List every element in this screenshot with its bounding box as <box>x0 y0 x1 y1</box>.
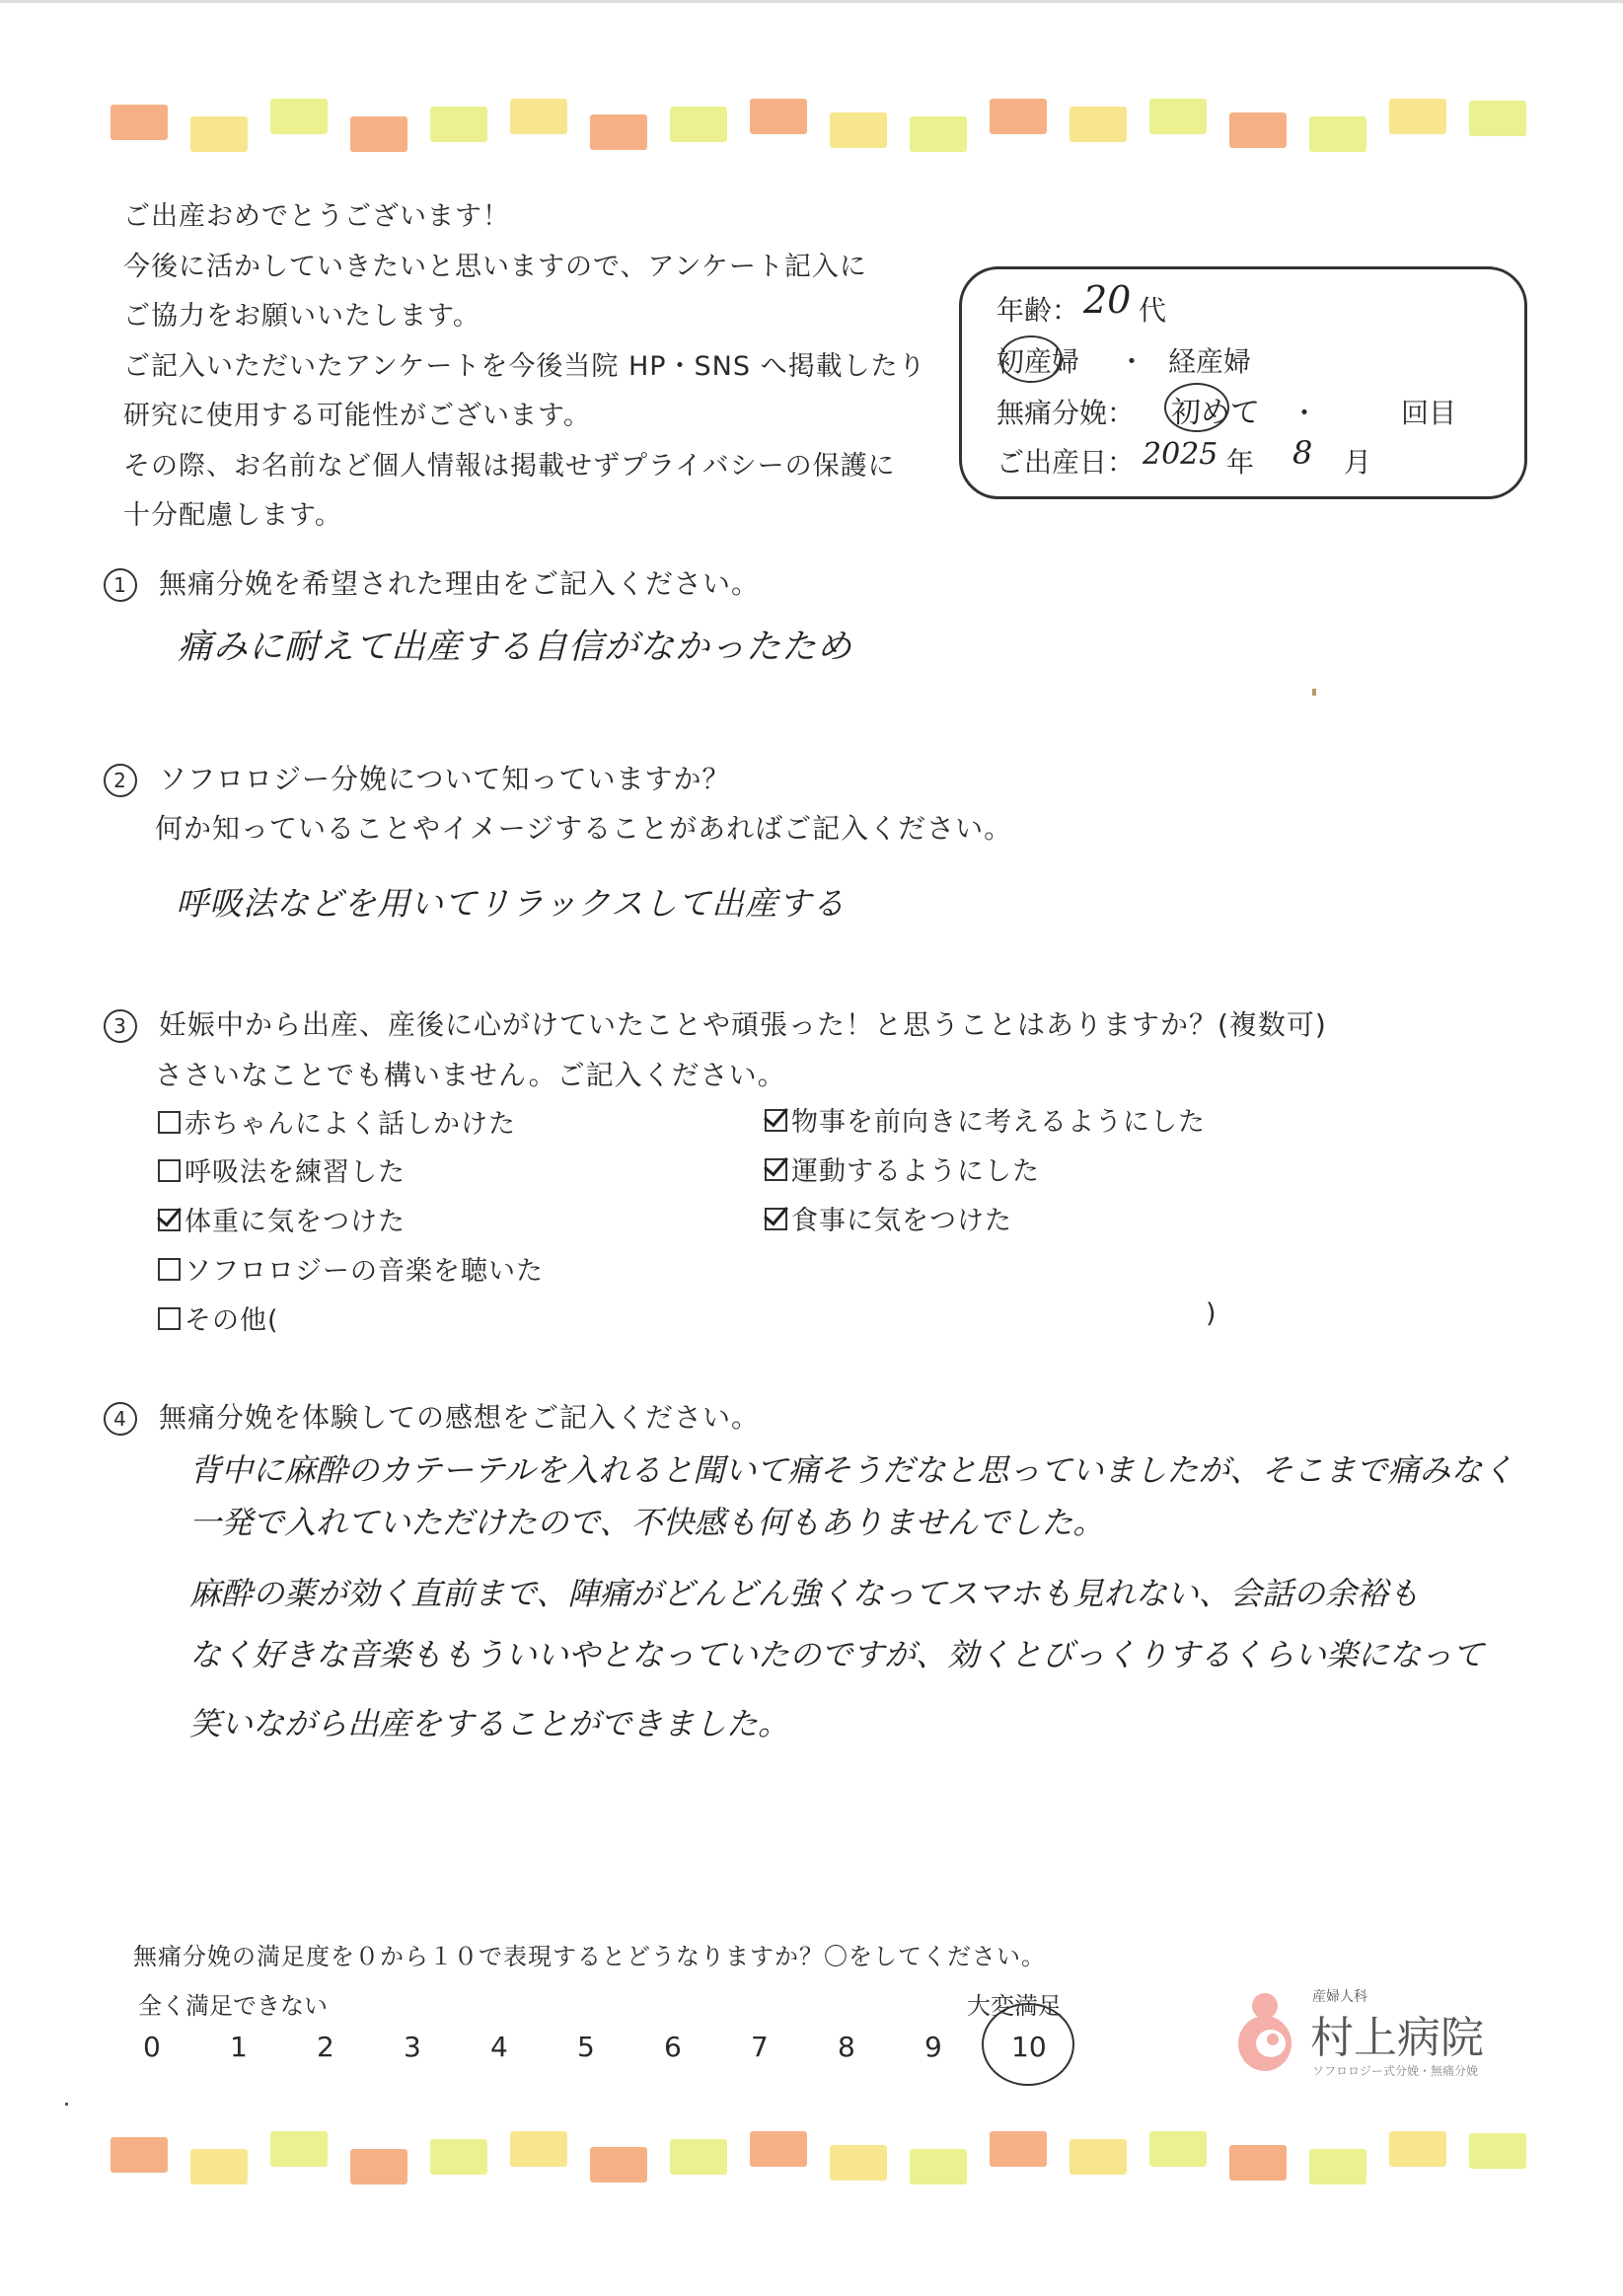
hospital-logo <box>1233 1978 1510 2097</box>
tape-strip <box>670 107 727 142</box>
question-text: 妊娠中から出産、産後に心がけていたことや頑張った！と思うことはありますか？(複数可) <box>159 1008 1327 1041</box>
checkbox-option[interactable] <box>158 1200 406 1238</box>
tape-strip <box>1309 2149 1366 2185</box>
tape-strip <box>350 116 407 152</box>
q4-answer-line: なく好きな音楽ももういいやとなっていたのですが、効くとびっくりするくらい楽になって <box>189 1636 1485 1673</box>
question-3 <box>104 1003 1327 1043</box>
scale-number[interactable]: 3 <box>404 2031 421 2063</box>
selected-score-circle-mark <box>982 2003 1074 2086</box>
logo-name: 村上病院 <box>1310 2013 1484 2063</box>
other-close-paren: ) <box>1206 1298 1217 1329</box>
tape-strip <box>990 99 1047 134</box>
intro-line: その際、お名前など個人情報は掲載せずプライバシーの保護に <box>123 450 896 481</box>
tape-strip <box>990 2131 1047 2167</box>
age-label: 年齢： <box>996 294 1080 327</box>
tape-strip <box>750 2131 807 2167</box>
tape-strip <box>190 2149 248 2185</box>
speck <box>65 2103 68 2106</box>
tape-strip <box>270 2131 328 2167</box>
logo-small-text: 産婦人科 <box>1312 1989 1367 2005</box>
age-value: 20 <box>1083 278 1132 322</box>
q1-answer: 痛みに耐えて出産する自信がなかったため <box>178 628 853 667</box>
tape-strip <box>1469 101 1526 136</box>
intro-line: ご出産おめでとうございます！ <box>123 201 510 232</box>
tape-strip <box>1229 112 1287 148</box>
checkbox[interactable] <box>158 1258 181 1281</box>
tape-strip <box>1229 2145 1287 2181</box>
tape-strip <box>111 105 168 140</box>
mother-child-logo-icon <box>1233 1986 1302 2075</box>
option-label: 体重に気をつけた <box>184 1207 406 1237</box>
tape-strip <box>590 114 647 150</box>
q2-answer: 呼吸法などを用いてリラックスして出産する <box>176 884 847 923</box>
intro-line: 今後に活かしていきたいと思いますので、アンケート記入に <box>123 251 867 282</box>
checkbox[interactable] <box>158 1111 181 1134</box>
age-unit: 代 <box>1139 294 1167 327</box>
question-3-sub: ささいなことでも構いません。ご記入ください。 <box>155 1059 786 1091</box>
option-label: 運動するようにした <box>791 1156 1040 1187</box>
tape-strip <box>510 99 567 134</box>
option-label: 呼吸法を練習した <box>184 1157 406 1188</box>
scale-high-label: 大変満足 <box>967 1992 1062 2020</box>
checkbox[interactable] <box>158 1159 181 1182</box>
tape-strip <box>910 2149 967 2185</box>
tape-strip <box>1070 107 1127 142</box>
intro-line: 十分配慮します。 <box>123 500 342 531</box>
tape-strip <box>430 2139 487 2175</box>
tape-strip <box>510 2131 567 2167</box>
q4-answer-line: 背中に麻酔のカテーテルを入れると聞いて痛そうだなと思っていましたが、そこまで痛みなく <box>189 1451 1514 1489</box>
tape-strip <box>910 116 967 152</box>
tape-strip <box>1469 2133 1526 2169</box>
birth-year-value: 2025 <box>1143 437 1218 472</box>
tape-strip <box>1389 99 1446 134</box>
scale-number[interactable]: 0 <box>143 2031 161 2063</box>
checkbox[interactable] <box>158 1307 181 1330</box>
tape-strip <box>111 2137 168 2173</box>
checked-checkbox[interactable] <box>765 1158 787 1181</box>
scale-number[interactable]: 2 <box>317 2031 334 2063</box>
scale-number[interactable]: 5 <box>577 2031 595 2063</box>
times-label: 回目 <box>1401 397 1457 429</box>
checkbox-option[interactable] <box>158 1249 544 1288</box>
tape-strip <box>830 2145 887 2181</box>
birth-month-value: 8 <box>1292 434 1313 472</box>
tape-strip <box>670 2139 727 2175</box>
scale-number[interactable]: 4 <box>490 2031 508 2063</box>
checkbox-option[interactable] <box>765 1100 1206 1139</box>
intro-line: 研究に使用する可能性がございます。 <box>123 401 591 431</box>
checked-checkbox[interactable] <box>765 1109 787 1132</box>
option-label: その他( <box>184 1305 279 1336</box>
first-time-option: 初めて <box>1171 396 1260 430</box>
year-unit: 年 <box>1226 446 1255 479</box>
painless-label: 無痛分娩： <box>996 397 1136 429</box>
scale-low-label: 全く満足できない <box>138 1992 328 2020</box>
tape-strip <box>1070 2139 1127 2175</box>
speck <box>1312 689 1316 696</box>
birth-date-label: ご出産日： <box>996 446 1136 479</box>
question-4 <box>104 1396 760 1436</box>
q4-answer-line: 麻酔の薬が効く直前まで、陣痛がどんどん強くなってスマホも見れない、会話の余裕も <box>189 1575 1420 1612</box>
scale-number[interactable]: 1 <box>230 2031 248 2063</box>
question-1 <box>104 562 760 602</box>
tape-strip <box>830 112 887 148</box>
question-2-sub: 何か知っていることやイメージすることがあればご記入ください。 <box>155 812 1013 845</box>
intro-text <box>123 192 926 542</box>
tape-strip <box>1149 99 1207 134</box>
checked-checkbox[interactable] <box>765 1208 787 1230</box>
primipara-circle-mark <box>999 335 1063 383</box>
checkbox-option[interactable] <box>158 1102 516 1141</box>
month-unit: 月 <box>1344 446 1372 479</box>
question-number: 2 <box>104 764 137 797</box>
scale-number[interactable]: 10 <box>1011 2031 1047 2063</box>
intro-line: ご協力をお願いいたします。 <box>123 301 480 332</box>
checkbox-option[interactable] <box>765 1149 1040 1188</box>
option-label: 物事を前向きに考えるようにした <box>791 1107 1206 1138</box>
tape-strip <box>1309 116 1366 152</box>
tape-strip <box>350 2149 407 2185</box>
scale-number[interactable]: 8 <box>838 2031 855 2063</box>
question-number: 1 <box>104 568 137 602</box>
question-number: 3 <box>104 1009 137 1043</box>
checkbox-option[interactable] <box>765 1199 1012 1237</box>
option-label: 赤ちゃんによく話しかけた <box>184 1109 516 1140</box>
separator-dot: ・ <box>1118 345 1146 378</box>
scale-number[interactable]: 7 <box>751 2031 769 2063</box>
tape-strip <box>1149 2131 1207 2167</box>
q4-answer-line: 笑いながら出産をすることができました。 <box>189 1705 790 1742</box>
tape-strip <box>590 2147 647 2183</box>
primipara-option: 初産婦 <box>996 345 1080 378</box>
checkbox-option[interactable] <box>158 1150 406 1189</box>
scale-number[interactable]: 6 <box>664 2031 682 2063</box>
tape-strip <box>430 107 487 142</box>
question-text: ソフロロジー分娩について知っていますか？ <box>159 763 731 795</box>
tape-strip <box>750 99 807 134</box>
question-text: 無痛分娩を体験しての感想をご記入ください。 <box>159 1401 761 1434</box>
q4-answer-line: 一発で入れていただけたので、不快感も何もありませんでした。 <box>189 1504 1105 1541</box>
tape-strip <box>1389 2131 1446 2167</box>
logo-subtitle: ソフロロジー式分娩・無痛分娩 <box>1312 2064 1479 2078</box>
option-label: 食事に気をつけた <box>791 1206 1012 1236</box>
intro-line: ご記入いただいたアンケートを今後当院 HP・SNS へ掲載したり <box>123 350 926 382</box>
tape-strip <box>190 116 248 152</box>
checked-checkbox[interactable] <box>158 1209 181 1231</box>
separator-dot: ・ <box>1291 397 1319 429</box>
scale-number[interactable]: 9 <box>924 2031 942 2063</box>
checkbox-option-other[interactable] <box>158 1298 279 1337</box>
question-2 <box>104 758 730 797</box>
page-edge-line <box>0 0 1623 3</box>
question-text: 無痛分娩を希望された理由をご記入ください。 <box>159 567 761 600</box>
first-time-circle-mark <box>1164 383 1229 432</box>
tape-strip <box>270 99 328 134</box>
question-number: 4 <box>104 1402 137 1436</box>
multipara-option: 経産婦 <box>1168 345 1252 378</box>
satisfaction-question: 無痛分娩の満足度を０から１０で表現するとどうなりますか？〇をしてください。 <box>133 1943 1046 1970</box>
option-label: ソフロロジーの音楽を聴いた <box>184 1256 544 1287</box>
